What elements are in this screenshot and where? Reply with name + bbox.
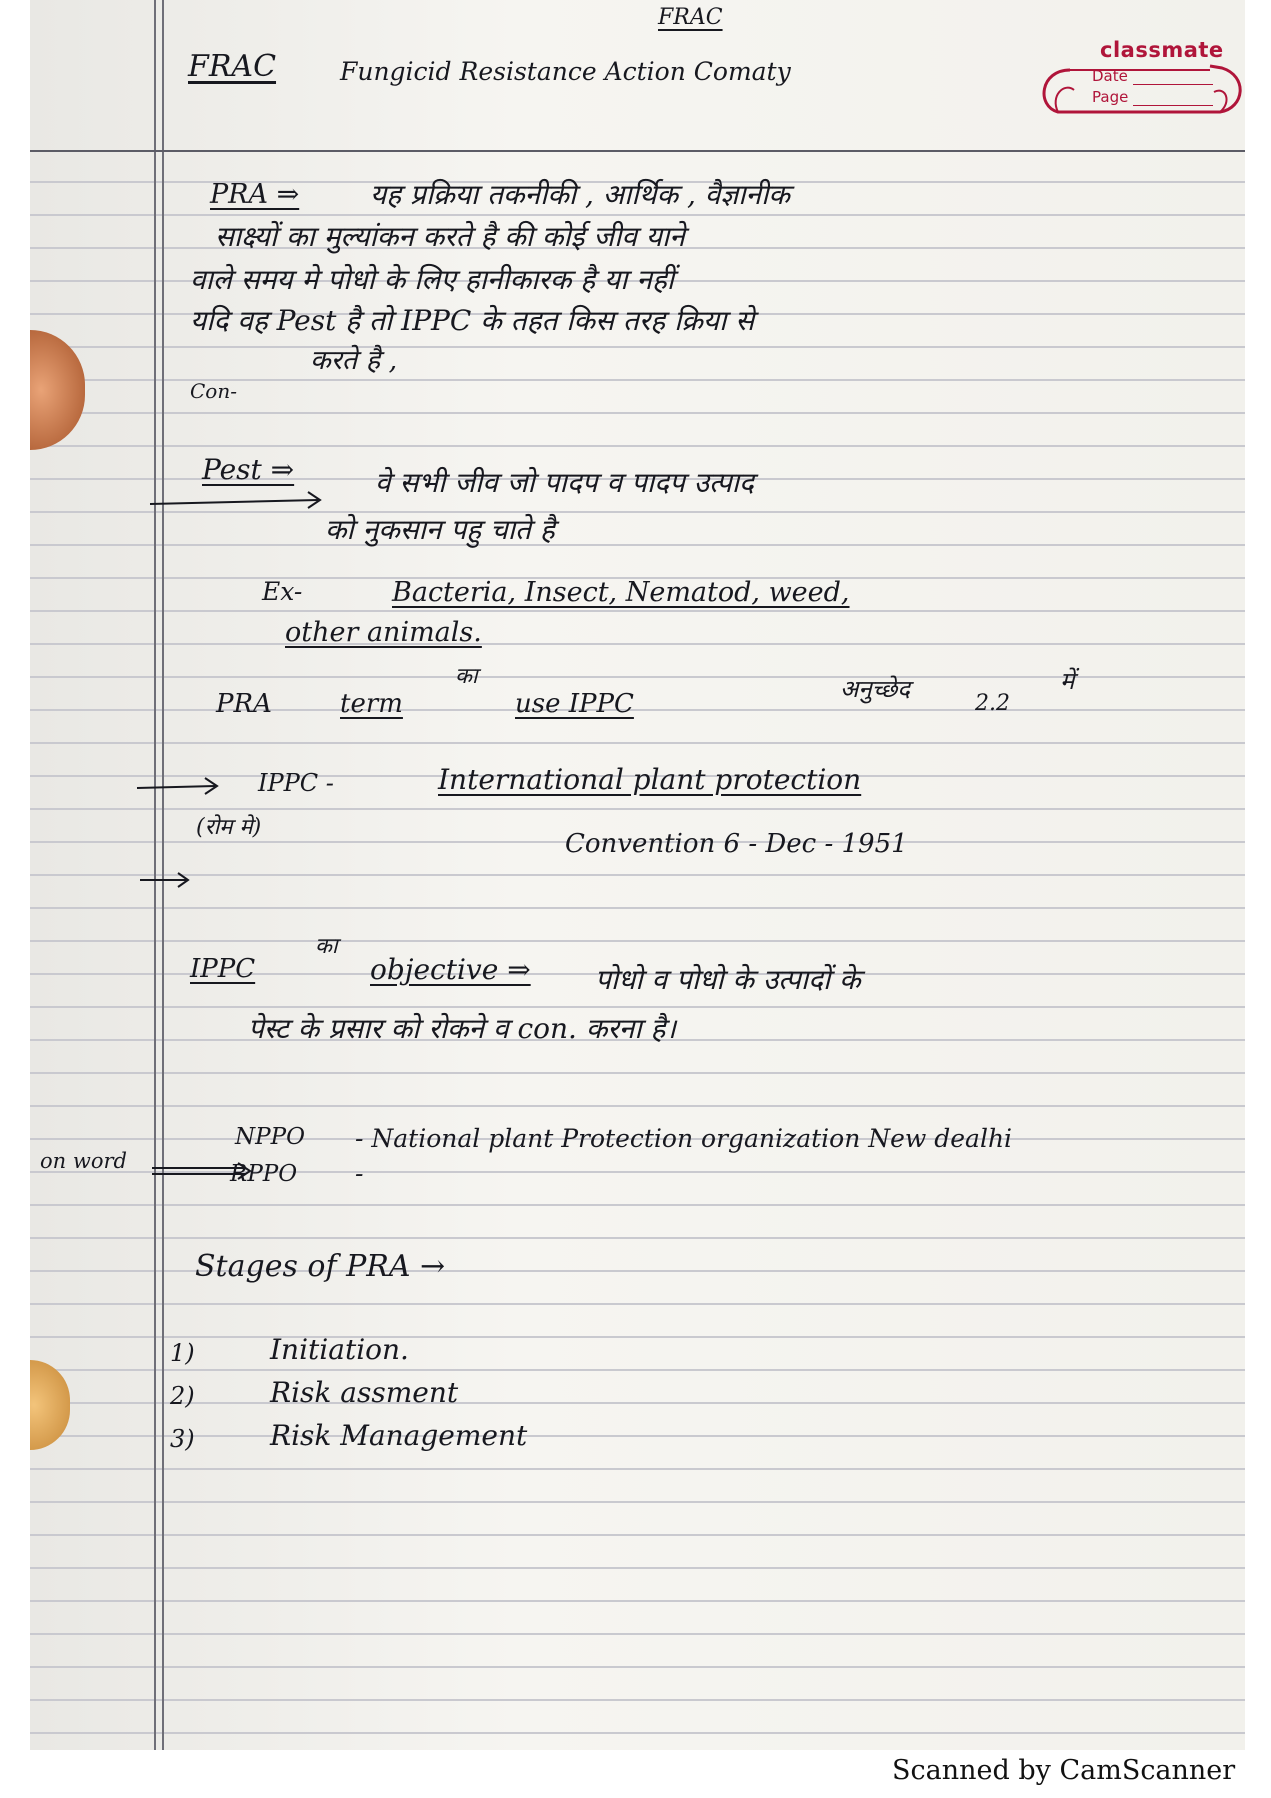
page-header <box>30 0 1245 150</box>
ippc-arrow-icon <box>135 770 225 800</box>
stage-number: 1) <box>170 1339 195 1367</box>
ippc-label: IPPC - <box>258 769 334 797</box>
stages-title: Stages of PRA → <box>195 1249 446 1284</box>
stage-text: Risk Management <box>270 1419 528 1452</box>
ippc-obj-line-2: पेस्ट के प्रसार को रोकने व con. करना है। <box>248 1012 676 1045</box>
pra-line-1: यह प्रक्रिया तकनीकी , आर्थिक , वैज्ञानीक <box>370 178 790 211</box>
ippc-obj-line-1: पोधो व पोधो के उत्पादों के <box>595 963 861 996</box>
rppo-value: - <box>355 1159 364 1188</box>
page-subtitle: Fungicid Resistance Action Comaty <box>340 57 791 86</box>
pest-line-1: वे सभी जीव जो पादप व पादप उत्पाद <box>375 466 754 499</box>
brand-name: classmate <box>1100 38 1224 62</box>
top-word: FRAC <box>658 5 723 30</box>
pest-examples-2: other animals. <box>285 617 482 648</box>
scanner-watermark: Scanned by CamScanner <box>892 1755 1236 1786</box>
stage-text: Risk assment <box>270 1376 459 1409</box>
page-label: Page <box>1092 88 1129 106</box>
classmate-logo <box>1030 36 1245 151</box>
header-rule <box>30 150 1245 152</box>
pra-line-3: वाले समय मे पोधो के लिए हानीकारक है या नहीं <box>190 263 675 296</box>
pest-examples: Bacteria, Insect, Nematod, weed, <box>392 577 850 608</box>
pra-line-2: साक्ष्यों का मुल्यांकन करते है की कोई जीव याने <box>215 220 685 253</box>
pra-term-a: PRA <box>216 689 272 719</box>
convention-arrow-icon <box>138 868 198 892</box>
pra-term-d: use IPPC <box>515 689 634 719</box>
nppo-label: NPPO <box>235 1124 305 1150</box>
finger-shadow <box>30 330 85 450</box>
page-line <box>1133 105 1213 106</box>
ippc-obj-b: का <box>315 934 338 959</box>
margin-note: on word <box>40 1149 127 1173</box>
pra-term-b: term <box>340 689 403 719</box>
pra-term-g: में <box>1060 667 1075 695</box>
rppo-label: RPPO <box>230 1161 298 1187</box>
ippc-convention: Convention 6 - Dec - 1951 <box>565 829 908 859</box>
ippc-expansion: International plant protection <box>438 763 862 796</box>
stage-number: 3) <box>170 1425 195 1453</box>
stage-text: Initiation. <box>270 1333 409 1366</box>
pra-line-4: यदि वह Pest है तो IPPC के तहत किस तरह क्रिया से <box>190 304 755 337</box>
pest-arrow-icon <box>148 480 328 510</box>
ippc-obj-a: IPPC <box>190 954 256 984</box>
ippc-sub: (रोम मे) <box>196 815 262 840</box>
finger-shadow-lower <box>30 1360 70 1450</box>
pest-example-label: Ex- <box>262 577 303 606</box>
nppo-value: - National plant Protection organization New dealhi <box>355 1124 1013 1153</box>
pra-term-e: अनुच्छेद <box>840 675 911 703</box>
notebook-page <box>30 0 1245 1750</box>
stage-number: 2) <box>170 1382 195 1410</box>
pest-term: Pest ⇒ <box>202 453 295 486</box>
pest-line-2: को नुकसान पहु चाते है <box>325 513 555 546</box>
pra-con: Con- <box>190 379 237 403</box>
date-label: Date <box>1092 67 1128 85</box>
page-title: FRAC <box>188 49 277 84</box>
pra-term: PRA ⇒ <box>210 179 300 210</box>
pra-term-f: 2.2 <box>975 691 1010 716</box>
pra-line-5: करते है , <box>310 345 398 376</box>
date-line <box>1133 84 1213 85</box>
pra-term-c: का <box>455 664 478 689</box>
ippc-obj-c: objective ⇒ <box>370 953 531 986</box>
